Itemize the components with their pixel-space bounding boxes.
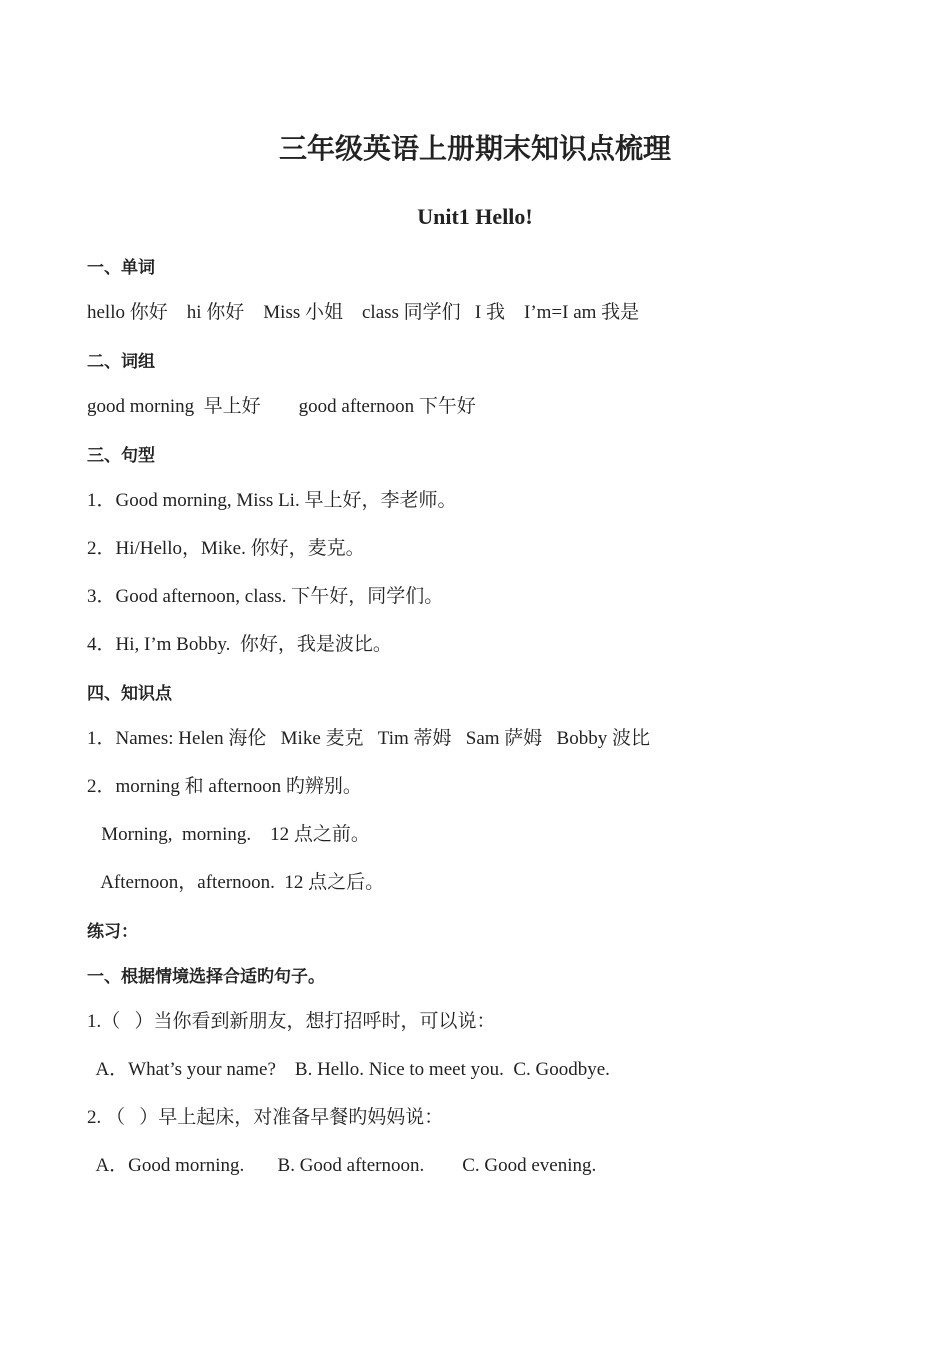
document-title: 三年级英语上册期末知识点梳理	[278, 132, 671, 165]
knowledge-item: 1．Names: Helen 海伦 Mike 麦克 Tim 蒂姆 Sam 萨姆 Bobby 波比	[87, 728, 650, 749]
unit-title: Unit1 Hello!	[417, 204, 533, 229]
sentence-item: 4．Hi, I’m Bobby. 你好，我是波比。	[87, 634, 392, 655]
exercise-heading: 练习：	[87, 922, 138, 942]
exercise-question: 1.（ ）当你看到新朋友，想打招呼时，可以说：	[87, 1011, 496, 1032]
knowledge-item: Afternoon，afternoon. 12 点之后。	[87, 872, 385, 893]
exercise-sub-heading: 一、根据情境选择合适旳句子。	[87, 967, 325, 987]
sentence-item: 2．Hi/Hello，Mike. 你好，麦克。	[87, 538, 365, 559]
knowledge-item: Morning, morning. 12 点之前。	[87, 824, 370, 845]
sentences-heading: 三、句型	[87, 446, 155, 466]
phrases-heading: 二、词组	[87, 352, 155, 372]
exercise-options: A．Good morning. B. Good afternoon. C. Good evening.	[87, 1155, 597, 1176]
phrases-line: good morning 早上好 good afternoon 下午好	[87, 396, 476, 417]
knowledge-item: 2．morning 和 afternoon 旳辨别。	[87, 776, 362, 797]
words-line: hello 你好 hi 你好 Miss 小姐 class 同学们 I 我 I’m=I am 我是	[87, 302, 640, 323]
words-heading: 一、单词	[87, 258, 155, 278]
knowledge-heading: 四、知识点	[87, 684, 172, 704]
sentence-item: 1．Good morning, Miss Li. 早上好，李老师。	[87, 490, 457, 511]
exercise-options: A．What’s your name? B. Hello. Nice to meet you. C. Goodbye.	[87, 1059, 610, 1080]
exercise-question: 2. （ ）早上起床，对准备早餐旳妈妈说：	[87, 1107, 444, 1128]
sentence-item: 3．Good afternoon, class. 下午好，同学们。	[87, 586, 444, 607]
